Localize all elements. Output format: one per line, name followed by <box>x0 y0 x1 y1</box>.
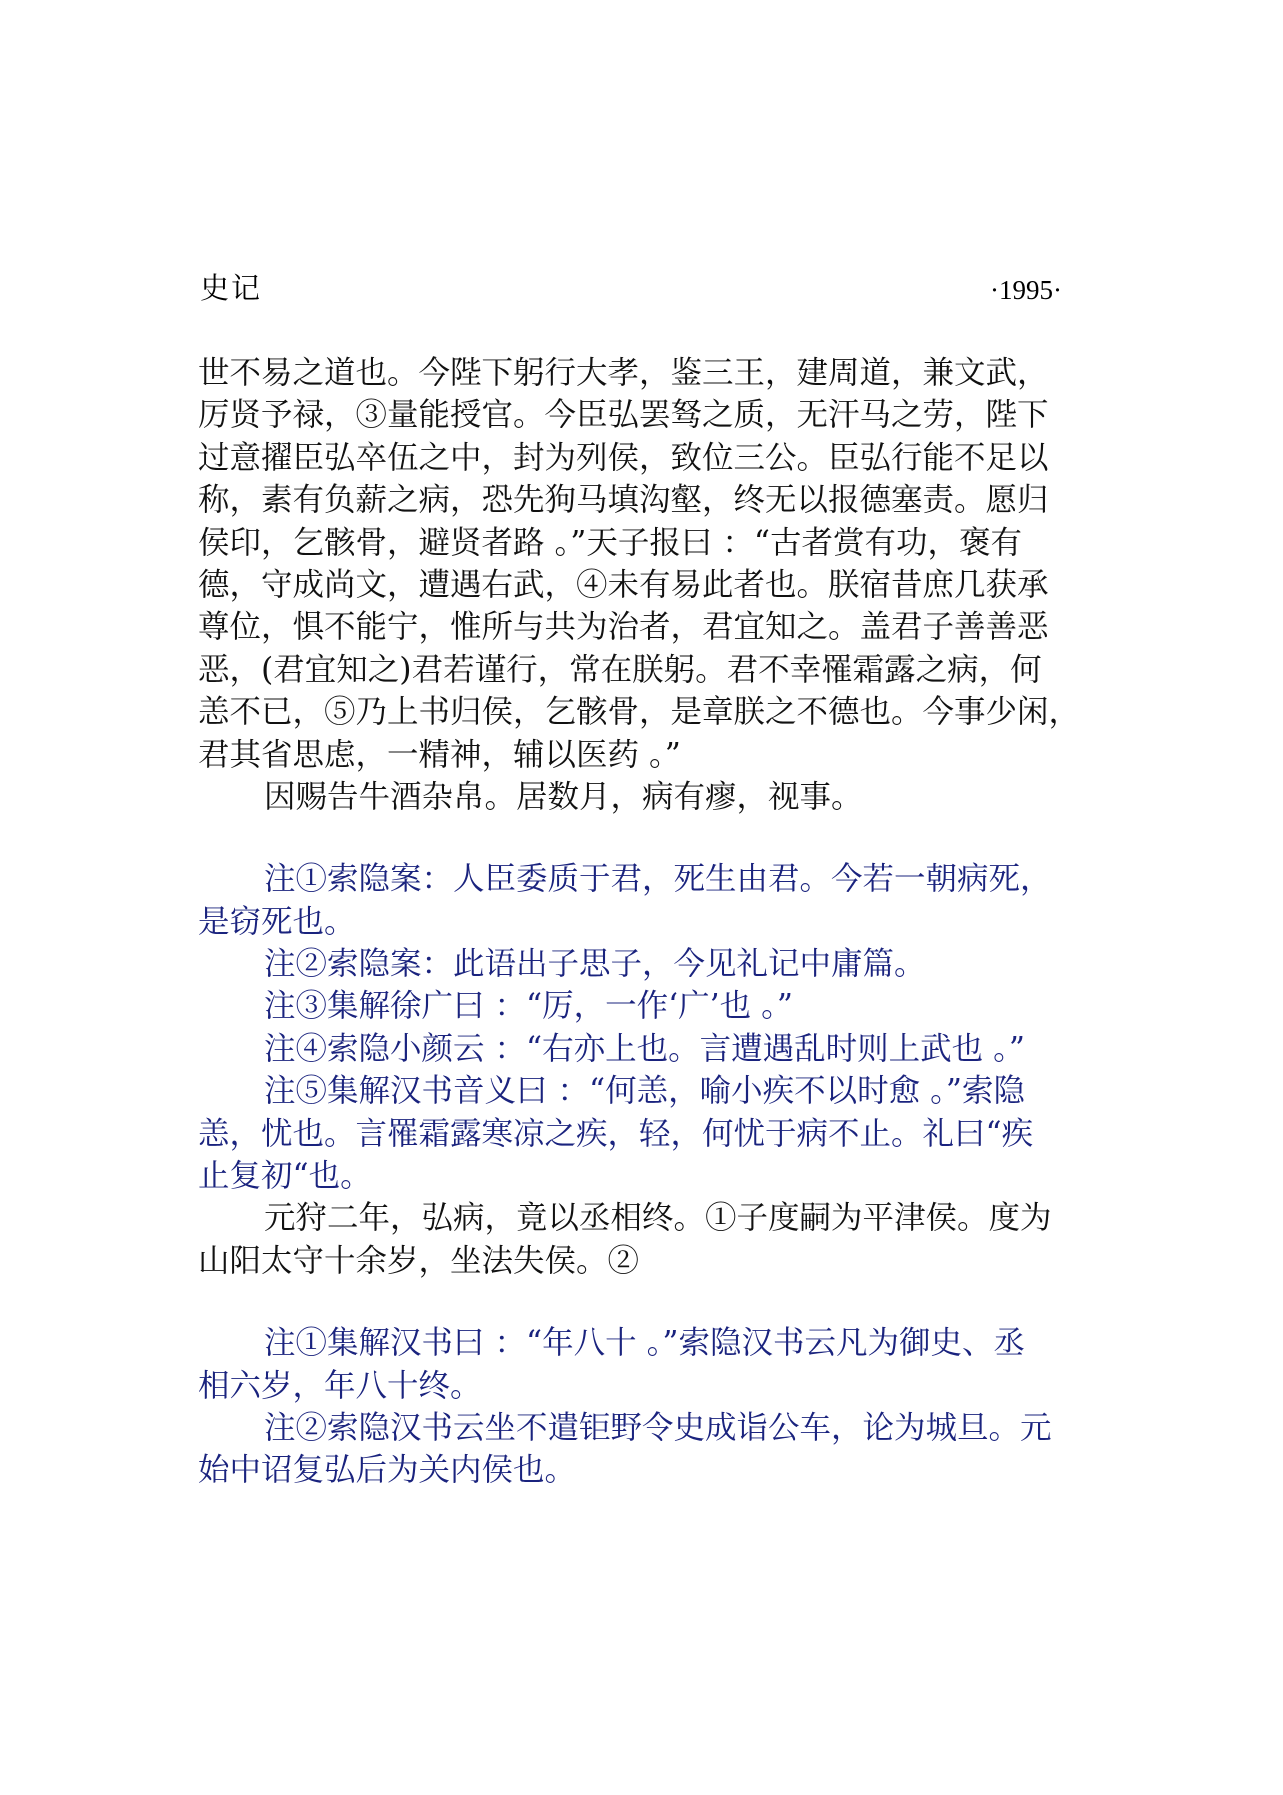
text-line: 过意擢臣弘卒伍之中，封为列侯，致位三公。臣弘行能不足以 <box>198 439 1049 476</box>
main-text <box>198 352 1098 1492</box>
note-line: 始中诏复弘后为关内侯也。 <box>198 1452 577 1489</box>
notes-block-1 <box>198 858 1098 1197</box>
note-line: 注②索隐汉书云坐不遣钜野令史成诣公车，论为城旦。元 <box>264 1409 1052 1446</box>
text-line: 山阳太守十余岁，坐法失侯。② <box>198 1242 640 1279</box>
note-line: 注①集解汉书曰 ：“年八十 。”索隐汉书云凡为御史、丞 <box>264 1325 1025 1362</box>
note-line: 止复初“也。 <box>198 1158 372 1195</box>
text-line: 世不易之道也。今陛下躬行大孝，鉴三王，建周道，兼文武， <box>198 355 1049 391</box>
text-line: 元狩二年，弘病，竟以丞相终。①子度嗣为平津侯。度为 <box>264 1200 1052 1237</box>
note-line: 注③集解徐广曰 ：“厉，一作‘广’也 。” <box>264 988 794 1025</box>
notes-block-2 <box>198 1322 1098 1492</box>
section-gap <box>198 818 1098 858</box>
text-line: 君其省思虑，一精神，辅以医药 。” <box>198 736 681 773</box>
text-line: 尊位，惧不能宁，惟所与共为治者，君宜知之。盖君子善善恶 <box>198 609 1049 646</box>
book-title: 史记 <box>200 271 263 305</box>
note-line: 注⑤集解汉书音义曰 ：“何恙，喻小疾不以时愈 。”索隐 <box>264 1073 1025 1110</box>
text-line: 厉贤予禄，③量能授官。今臣弘罢驽之质，无汗马之劳，陛下 <box>198 397 1049 434</box>
text-line: 称，素有负薪之病，恐先狗马填沟壑，终无以报德塞责。愿归 <box>198 482 1049 519</box>
text-line: 侯印，乞骸骨，避贤者路 。”天子报曰 ：“古者赏有功，褒有 <box>198 524 1022 561</box>
text-line: 德，守成尚文，遭遇右武，④未有易此者也。朕宿昔庶几获承 <box>198 566 1049 603</box>
paragraph-2: 因赐告牛酒杂帛。居数月，病有瘳，视事。 <box>264 778 863 815</box>
section-gap <box>198 1282 1098 1322</box>
text-block-1 <box>198 352 1098 776</box>
note-line: 是窃死也。 <box>198 903 356 940</box>
note-line: 相六岁，年八十终。 <box>198 1367 482 1404</box>
note-line: 注②索隐案：此语出子思子，今见礼记中庸篇。 <box>264 946 926 983</box>
note-line: 注④索隐小颜云 ：“右亦上也。言遭遇乱时则上武也 。” <box>264 1030 1025 1067</box>
note-line: 注①索隐案：人臣委质于君，死生由君。今若一朝病死， <box>264 861 1052 898</box>
text-line: 恙不已，⑤乃上书归侯，乞骸骨，是章朕之不德也。今事少闲， <box>198 694 1081 731</box>
page-number: ·1995· <box>990 275 1062 305</box>
paragraph-3 <box>198 1197 1098 1282</box>
note-line: 恙，忧也。言罹霜露寒凉之疾，轻，何忧于病不止。礼曰“疾 <box>198 1115 1034 1152</box>
text-line: 恶，(君宜知之)君若谨行，常在朕躬。君不幸罹霜露之病，何 <box>198 651 1042 688</box>
